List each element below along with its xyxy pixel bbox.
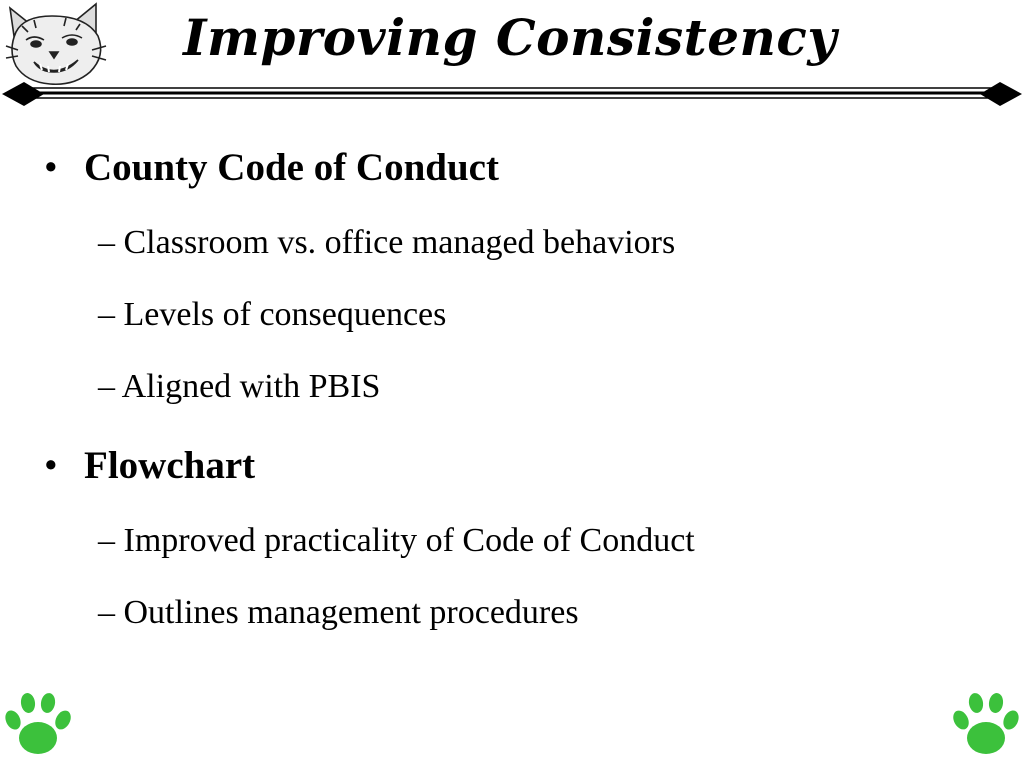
paw-print-icon	[4, 690, 74, 760]
sub-bullet-marker: –	[98, 224, 115, 261]
sub-bullet-item	[98, 222, 675, 264]
sub-bullet-text: Classroom vs. office managed behaviors	[123, 224, 676, 261]
sub-bullet-marker: –	[98, 522, 115, 559]
bullet-item	[44, 442, 255, 490]
sub-bullet-item	[98, 366, 380, 408]
bullet-marker: •	[44, 444, 58, 487]
paw-print-icon	[950, 690, 1020, 760]
bullet-marker: •	[44, 146, 58, 189]
sub-bullet-text: Levels of consequences	[123, 296, 447, 333]
sub-bullet-marker: –	[98, 594, 115, 631]
title-divider	[0, 80, 1024, 110]
sub-bullet-item	[98, 294, 446, 336]
bullet-text: Flowchart	[84, 444, 256, 487]
bullet-item	[44, 144, 499, 192]
sub-bullet-item	[98, 520, 695, 562]
wildcat-mascot-icon	[4, 2, 108, 88]
sub-bullet-item	[98, 592, 579, 634]
bullet-text: County Code of Conduct	[84, 146, 499, 189]
divider-diamond-right	[980, 82, 1022, 106]
slide-title: Improving Consistency	[183, 8, 837, 67]
divider-diamond-left	[2, 82, 44, 106]
sub-bullet-text: Improved practicality of Code of Conduct	[123, 522, 695, 559]
sub-bullet-marker: –	[98, 296, 115, 333]
sub-bullet-marker: –	[98, 368, 115, 405]
sub-bullet-text: Outlines management procedures	[123, 594, 579, 631]
sub-bullet-text: Aligned with PBIS	[121, 368, 381, 405]
